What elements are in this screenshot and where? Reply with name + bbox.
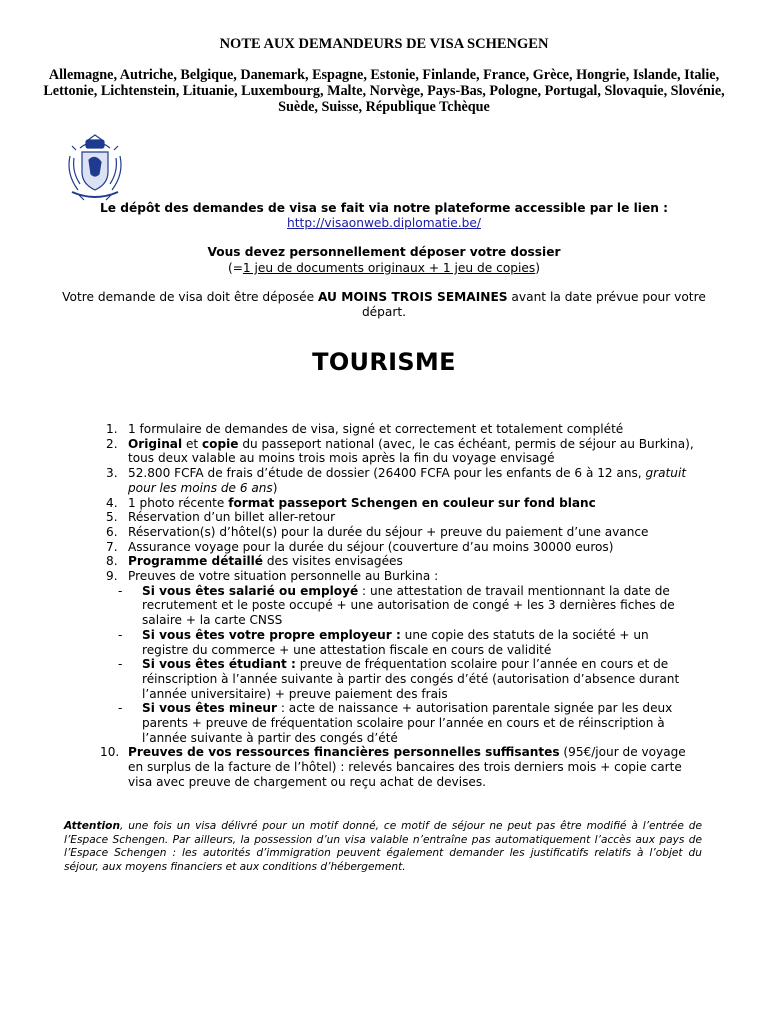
sub-list-item [118,583,696,628]
platform-notice: Le dépôt des demandes de visa se fait via notre plateforme accessible par le lien : [99,201,669,215]
sub-list-item [118,701,696,745]
item-number: 10. [100,745,120,760]
document-sets-note [0,261,768,276]
item-number: 8. [106,554,118,569]
attention-label: Attention [64,820,120,832]
item-text: 1 photo récente [128,495,229,510]
sub-list-item [118,627,696,657]
deadline-emphasis: AU MOINS TROIS SEMAINES [318,290,508,304]
item-text: Preuves de votre situation personnelle au Burkina : [128,569,439,584]
list-item [100,422,696,437]
situation-sublist [118,583,696,746]
requirements-list [100,422,696,790]
item-number: 3. [106,466,118,481]
list-item [100,745,696,789]
document-title: NOTE AUX DEMANDEURS DE VISA SCHENGEN [219,36,549,52]
item-text: Réservation d’un billet aller-retour [128,510,336,525]
item-italic: gratuit pour les moins de 6 ans [128,466,687,495]
item-number: 4. [106,495,118,510]
document-sets-text: 1 jeu de documents originaux + 1 jeu de copies [242,261,536,275]
sub-list-item [118,657,696,701]
item-number: 1. [106,422,118,436]
list-item [100,569,696,745]
sub-item-bold: Si vous êtes étudiant : [142,657,296,672]
sub-item-text: une copie des statuts de la société + un registre du commerce + une attestation fiscale en cours de validité [142,627,649,657]
visaonweb-link[interactable]: http://visaonweb.diplomatie.be/ [287,216,481,230]
deadline-notice [56,290,712,320]
item-text: du passeport national (avec, le cas échéant, permis de séjour au Burkina), tous deux valable au moins trois mois après la fin du voyage envisagé [128,436,694,466]
item-number: 7. [106,539,118,554]
item-text: ) [272,480,278,495]
dash-bullet: - [118,627,123,642]
list-item [100,437,696,466]
item-number: 6. [106,524,118,539]
item-bold: copie [201,436,239,451]
item-bold: format passeport Schengen en couleur sur fond blanc [228,495,596,510]
document-sets-open: (= [227,261,243,275]
document-sets-close: ) [535,261,541,275]
country-list: Allemagne, Autriche, Belgique, Danemark, Espagne, Estonie, Finlande, France, Grèce, Hongrie, Islande, Italie, Lettonie, Lichtenstein, Lituanie, Luxembourg, Malte, Norvège, Pays-Bas, Pologne, Portugal, Slovaquie, Slovénie, Suède, Suisse, République Tchèque [43,67,725,115]
item-text: (95€/jour de voyage en surplus de la facture de l’hôtel) : relevés bancaires des trois derniers mois + copie carte visa avec preuve de chargement ou reçu achat de devises. [128,745,686,789]
list-item [100,540,696,555]
attention-note [64,820,702,874]
sub-item-text: preuve de fréquentation scolaire pour l’année en cours et de réinscription à l’année suivante à partir des congés d’été (autorisation d’absence durant l’année universitaire) + preuve paiement des frais [142,657,680,701]
personal-deposit-notice: Vous devez personnellement déposer votre dossier [207,245,561,259]
list-item [100,554,696,569]
dash-bullet: - [118,657,123,672]
list-item [100,510,696,525]
item-text: des visites envisagées [262,554,403,569]
dash-bullet: - [118,583,123,598]
section-title-tourisme: TOURISME [312,348,456,376]
attention-text: , une fois un visa délivré pour un motif donné, ce motif de séjour ne peut pas être modifié à l’entrée de l’Espace Schengen. Par ailleurs, la possession d’un visa valable n’entraîne pas automatiquement l’accès aux pays de l’Espace Schengen : les autorités d’immigration peuvent également demander les justificatifs relatifs à l’objet du séjour, aux moyens financiers et aux conditions d’hébergement. [64,820,702,873]
item-text: 52.800 FCFA de frais d’étude de dossier (26400 FCFA pour les enfants de 6 à 12 ans, [128,466,646,481]
list-item [100,466,696,495]
belgian-coat-of-arms-icon [64,134,126,202]
sub-item-bold: Si vous êtes salarié ou employé [142,583,359,598]
item-text: Assurance voyage pour la durée du séjour (couverture d’au moins 30000 euros) [128,539,614,554]
sub-item-bold: Si vous êtes mineur [142,701,278,716]
item-bold: Original [128,436,183,451]
dash-bullet: - [118,701,123,716]
item-number: 2. [106,436,118,451]
item-bold: Programme détaillé [128,554,263,569]
item-number: 9. [106,569,118,584]
sub-item-text: : une attestation de travail mentionnant la date de recrutement et le poste occupé + une autorisation de congé + les 3 dernières fiches de salaire + la carte CNSS [142,583,675,628]
item-number: 5. [106,510,118,525]
list-item [100,525,696,540]
item-text: 1 formulaire de demandes de visa, signé et correctement et totalement complété [128,422,624,436]
deadline-post: avant la date prévue pour votre départ. [361,290,706,319]
sub-item-text: : acte de naissance + autorisation parentale signée par les deux parents + preuve de fréquentation scolaire pour l’année en cours et de réinscription à l’année suivante à partir des congés d’été [142,701,673,745]
item-text: et [182,436,202,451]
item-text: Réservation(s) d’hôtel(s) pour la durée du séjour + preuve du paiement d’une avance [128,524,649,539]
deadline-pre: Votre demande de visa doit être déposée [62,290,318,304]
list-item [100,496,696,511]
sub-item-bold: Si vous êtes votre propre employeur : [142,627,401,642]
item-bold: Preuves de vos ressources financières personnelles suffisantes [128,745,560,760]
